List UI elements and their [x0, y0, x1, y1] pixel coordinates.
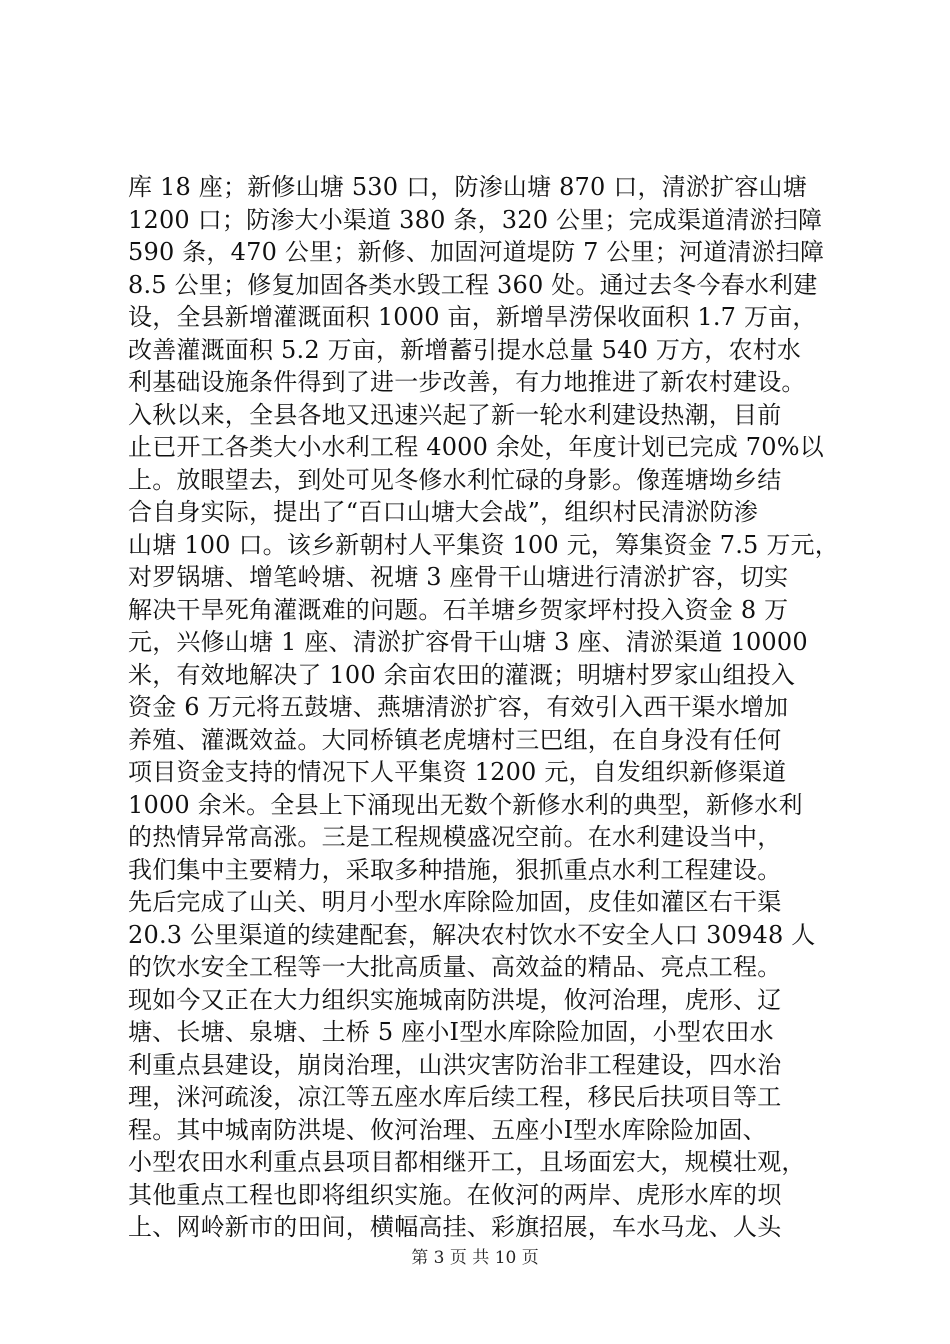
text-line: 塘、长塘、泉塘、土桥 5 座小Ⅰ型水库除险加固，小型农田水 [128, 1018, 774, 1046]
text-line: 合自身实际，提出了“百口山塘大会战”，组织村民清淤防渗 [128, 498, 758, 526]
text-line: 养殖、灌溉效益。大同桥镇老虎塘村三巴组，在自身没有任何 [128, 725, 782, 754]
text-line: 利基础设施条件得到了进一步改善，有力地推进了新农村建设。 [128, 368, 806, 396]
text-line: 1000 余米。全县上下涌现出无数个新修水利的典型，新修水利 [128, 790, 803, 819]
text-line: 设，全县新增灌溉面积 1000 亩，新增旱涝保收面积 1.7 万亩， [128, 303, 817, 331]
text-line: 库 18 座；新修山塘 530 口，防渗山塘 870 口，清淤扩容山塘 [128, 173, 807, 201]
text-line: 改善灌溉面积 5.2 万亩，新增蓄引提水总量 540 万方，农村水 [128, 335, 802, 364]
text-line: 590 条，470 公里；新修、加固河道堤防 7 公里；河道清淤扫障 [128, 238, 825, 266]
text-line: 山塘 100 口。该乡新朝村人平集资 100 元，筹集资金 7.5 万元， [128, 530, 839, 559]
text-line: 项目资金支持的情况下人平集资 1200 元，自发组织新修渠道 [128, 758, 787, 786]
text-line: 小型农田水利重点县项目都相继开工，且场面宏大，规模壮观， [128, 1148, 806, 1176]
text-line: 其他重点工程也即将组织实施。在攸河的两岸、虎形水库的坝 [128, 1180, 782, 1209]
text-line: 元，兴修山塘 1 座、清淤扩容骨干山塘 3 座、清淤渠道 10000 [128, 628, 808, 656]
text-line: 上、网岭新市的田间，横幅高挂、彩旗招展，车水马龙、人头 [128, 1213, 782, 1241]
text-line: 先后完成了山关、明月小型水库除险加固，皮佳如灌区右干渠 [128, 888, 782, 916]
text-line: 8.5 公里；修复加固各类水毁工程 360 处。通过去冬今春水利建 [128, 270, 818, 299]
text-line: 止已开工各类大小水利工程 4000 余处，年度计划已完成 70%以 [128, 433, 824, 461]
text-line: 资金 6 万元将五鼓塘、燕塘清淤扩容，有效引入西干渠水增加 [128, 693, 789, 721]
text-line: 米，有效地解决了 100 余亩农田的灌溉；明塘村罗家山组投入 [128, 660, 796, 689]
text-line: 利重点县建设，崩岗治理，山洪灾害防治非工程建设，四水治 [128, 1050, 782, 1079]
body-text [128, 171, 839, 1244]
text-line: 我们集中主要精力，采取多种措施，狠抓重点水利工程建设。 [128, 855, 782, 884]
text-line: 入秋以来，全县各地又迅速兴起了新一轮水利建设热潮，目前 [128, 400, 782, 429]
text-line: 程。其中城南防洪堤、攸河治理、五座小Ⅰ型水库除险加固、 [128, 1115, 767, 1144]
text-line: 理，洣河疏浚，凉江等五座水库后续工程，移民后扶项目等工 [128, 1083, 782, 1111]
text-line: 的饮水安全工程等一大批高质量、高效益的精品、亮点工程。 [128, 953, 782, 981]
text-line: 解决干旱死角灌溉难的问题。石羊塘乡贺家坪村投入资金 8 万 [128, 595, 789, 624]
text-line: 的热情异常高涨。三是工程规模盛况空前。在水利建设当中， [128, 823, 782, 851]
page-footer: 第 3 页 共 10 页 [411, 1248, 539, 1268]
text-line: 对罗锅塘、增笔岭塘、祝塘 3 座骨干山塘进行清淤扩容，切实 [128, 563, 789, 591]
text-line: 上。放眼望去，到处可见冬修水利忙碌的身影。像莲塘坳乡结 [128, 465, 782, 494]
text-line: 1200 口；防渗大小渠道 380 条，320 公里；完成渠道清淤扫障 [128, 205, 823, 234]
text-line: 现如今又正在大力组织实施城南防洪堤，攸河治理，虎形、辽 [128, 985, 782, 1014]
text-line: 20.3 公里渠道的续建配套，解决农村饮水不安全人口 30948 人 [128, 920, 816, 949]
